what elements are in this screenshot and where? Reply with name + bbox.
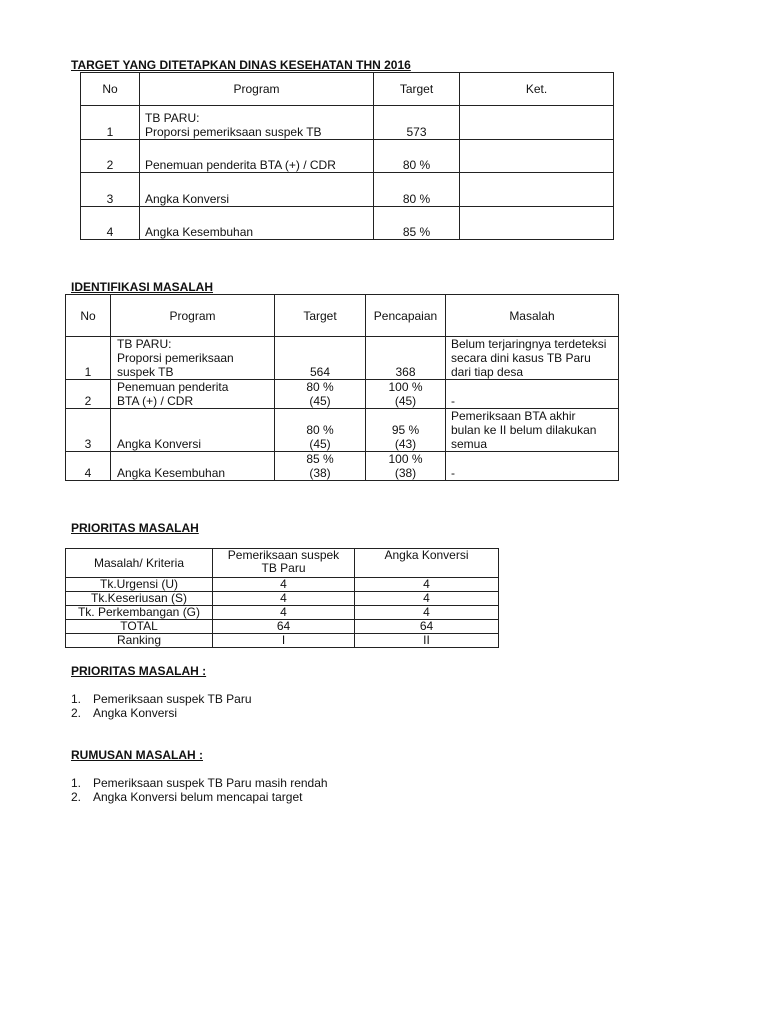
- pencapaian-line: 100 %: [388, 380, 423, 394]
- target-line: (45): [309, 394, 331, 408]
- pencapaian-line: 100 %: [388, 452, 423, 466]
- row-col1: 4: [213, 592, 355, 606]
- row-target: [275, 380, 366, 409]
- row-label: Tk.Keseriusan (S): [66, 592, 213, 606]
- row-program: Penemuan penderita BTA (+) / CDR: [140, 140, 374, 173]
- table-row: [81, 173, 614, 207]
- target-line: (45): [309, 437, 331, 451]
- row-program: [111, 380, 275, 409]
- row-ket: [460, 207, 614, 240]
- row-no: 1: [81, 106, 140, 140]
- row-label: Ranking: [66, 634, 213, 648]
- row-masalah: -: [446, 452, 619, 481]
- row-program: Angka Konversi: [140, 173, 374, 207]
- list-item: [71, 692, 252, 706]
- section-title-prioritas: PRIORITAS MASALAH: [71, 521, 199, 535]
- row-col1: 4: [213, 578, 355, 592]
- target-line: (38): [309, 466, 331, 480]
- list-item: [71, 776, 328, 790]
- program-line: TB PARU:: [117, 337, 172, 351]
- row-masalah: [446, 409, 619, 452]
- prioritas-table: [65, 548, 499, 648]
- row-target: [275, 409, 366, 452]
- list-number: 2.: [71, 790, 82, 804]
- list-text: Pemeriksaan suspek TB Paru: [93, 692, 252, 706]
- row-pencapaian: [366, 409, 446, 452]
- header-pemeriksaan: [213, 549, 355, 578]
- target-line: 80 %: [306, 423, 334, 437]
- row-col2: 4: [355, 592, 499, 606]
- row-masalah: -: [446, 380, 619, 409]
- table-row: [66, 592, 499, 606]
- row-target: 564: [275, 337, 366, 380]
- row-pencapaian: 368: [366, 337, 446, 380]
- header-target: Target: [374, 73, 460, 106]
- row-no: 2: [66, 380, 111, 409]
- row-col1: 4: [213, 606, 355, 620]
- list-text: Pemeriksaan suspek TB Paru masih rendah: [93, 776, 328, 790]
- rumusan-list: [71, 776, 328, 804]
- program-line: Penemuan penderita: [117, 380, 229, 394]
- section-title-prioritas-list: PRIORITAS MASALAH :: [71, 664, 207, 678]
- row-ket: [460, 173, 614, 207]
- masalah-line: Belum terjaringnya terdeteksi: [451, 337, 607, 351]
- row-target: 80 %: [374, 173, 460, 207]
- row-no: 1: [66, 337, 111, 380]
- table-row: [66, 634, 499, 648]
- table-row: [66, 452, 619, 481]
- masalah-line: semua: [451, 437, 488, 451]
- row-no: 4: [81, 207, 140, 240]
- program-line: BTA (+) / CDR: [117, 394, 194, 408]
- masalah-line: bulan ke II belum dilakukan: [451, 423, 597, 437]
- row-no: 2: [81, 140, 140, 173]
- section-title-rumusan: RUMUSAN MASALAH :: [71, 748, 203, 762]
- row-ket: [460, 106, 614, 140]
- row-target: 85 %: [374, 207, 460, 240]
- program-line: Proporsi pemeriksaan suspek TB: [145, 125, 322, 139]
- target-line: 80 %: [306, 380, 334, 394]
- row-col1: 64: [213, 620, 355, 634]
- row-label: TOTAL: [66, 620, 213, 634]
- identifikasi-table: [65, 294, 619, 481]
- row-pencapaian: [366, 452, 446, 481]
- pencapaian-line: (43): [394, 437, 417, 451]
- list-item: [71, 706, 252, 720]
- prioritas-list: [71, 692, 252, 720]
- table-row: [66, 606, 499, 620]
- header-line: Pemeriksaan suspek: [227, 548, 340, 562]
- row-col2: 64: [355, 620, 499, 634]
- header-program: Program: [140, 73, 374, 106]
- row-target: 573: [374, 106, 460, 140]
- table-row: [81, 207, 614, 240]
- masalah-line: secara dini kasus TB Paru: [451, 351, 591, 365]
- program-line: TB PARU:: [145, 111, 200, 125]
- row-program: [111, 337, 275, 380]
- list-text: Angka Konversi belum mencapai target: [93, 790, 303, 804]
- masalah-line: Pemeriksaan BTA akhir: [451, 409, 576, 423]
- pencapaian-line: (45): [394, 394, 417, 408]
- row-program: [140, 106, 374, 140]
- row-label: Tk. Perkembangan (G): [66, 606, 213, 620]
- row-target: [275, 452, 366, 481]
- row-ket: [460, 140, 614, 173]
- masalah-line: dari tiap desa: [451, 365, 524, 379]
- target-table: [80, 72, 614, 240]
- table-header-row: [81, 73, 614, 106]
- row-col2: 4: [355, 578, 499, 592]
- header-no: No: [81, 73, 140, 106]
- row-no: 3: [66, 409, 111, 452]
- row-col2: II: [355, 634, 499, 648]
- header-target: Target: [275, 295, 366, 337]
- table-row: [66, 620, 499, 634]
- program-line: suspek TB: [117, 365, 174, 379]
- table-row: [81, 106, 614, 140]
- table-header-row: [66, 549, 499, 578]
- table-row: [66, 380, 619, 409]
- table-row: [81, 140, 614, 173]
- header-no: No: [66, 295, 111, 337]
- pencapaian-line: (38): [394, 466, 417, 480]
- header-program: Program: [111, 295, 275, 337]
- row-col2: 4: [355, 606, 499, 620]
- row-target: 80 %: [374, 140, 460, 173]
- list-item: [71, 790, 328, 804]
- row-program: Angka Konversi: [111, 409, 275, 452]
- table-row: [66, 578, 499, 592]
- target-line: 85 %: [306, 452, 334, 466]
- header-masalah: Masalah: [446, 295, 619, 337]
- list-number: 1.: [71, 692, 82, 706]
- row-no: 4: [66, 452, 111, 481]
- list-number: 1.: [71, 776, 82, 790]
- section-title-identifikasi: IDENTIFIKASI MASALAH: [71, 280, 213, 294]
- row-pencapaian: [366, 380, 446, 409]
- pencapaian-line: 95 %: [391, 423, 420, 437]
- header-pencapaian: Pencapaian: [366, 295, 446, 337]
- table-row: [66, 337, 619, 380]
- program-line: Proporsi pemeriksaan: [117, 351, 234, 365]
- row-program: Angka Kesembuhan: [140, 207, 374, 240]
- header-line: TB Paru: [261, 561, 306, 575]
- list-text: Angka Konversi: [93, 706, 178, 720]
- row-masalah: [446, 337, 619, 380]
- header-kriteria: Masalah/ Kriteria: [66, 549, 213, 578]
- header-ket: Ket.: [460, 73, 614, 106]
- header-angka-konversi: Angka Konversi: [355, 549, 499, 578]
- row-program: Angka Kesembuhan: [111, 452, 275, 481]
- list-number: 2.: [71, 706, 82, 720]
- row-no: 3: [81, 173, 140, 207]
- table-header-row: [66, 295, 619, 337]
- row-label: Tk.Urgensi (U): [66, 578, 213, 592]
- section-title-target: TARGET YANG DITETAPKAN DINAS KESEHATAN THN 2016: [71, 58, 411, 72]
- table-row: [66, 409, 619, 452]
- row-col1: I: [213, 634, 355, 648]
